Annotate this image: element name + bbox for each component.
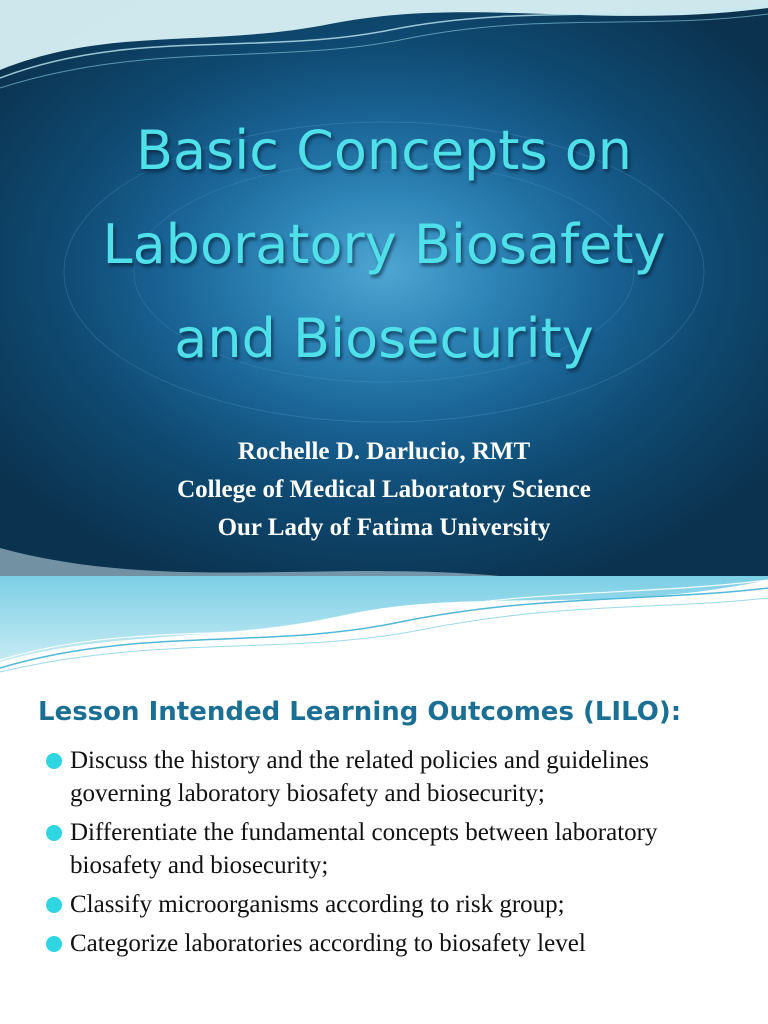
round-bullet-icon	[46, 897, 62, 913]
list-item-text: Differentiate the fundamental concepts between laboratory biosafety and biosecurity;	[70, 819, 658, 879]
title-line-1: Basic Concepts on	[135, 119, 633, 182]
list-item	[46, 816, 746, 882]
list-item-text: Discuss the history and the related policies and guidelines governing laboratory biosafety and biosecurity;	[70, 747, 650, 807]
author-block	[0, 433, 768, 547]
author-name: Rochelle D. Darlucio, RMT	[237, 438, 531, 465]
list-item	[46, 888, 746, 921]
list-item-text: Classify microorganisms according to risk group;	[70, 891, 565, 918]
outcomes-slide	[0, 576, 768, 1024]
round-bullet-icon	[46, 825, 62, 841]
college-name: College of Medical Laboratory Science	[177, 476, 591, 503]
title-line-3: and Biosecurity	[174, 307, 594, 370]
section-heading: Lesson Intended Learning Outcomes (LILO):	[38, 697, 682, 727]
list-item	[46, 744, 746, 810]
list-item-text: Categorize laboratories according to biosafety level	[70, 930, 586, 957]
wave-header-decoration	[0, 576, 768, 676]
slide-title	[0, 104, 768, 386]
round-bullet-icon	[46, 753, 62, 769]
outcomes-list	[46, 744, 746, 966]
university-name: Our Lady of Fatima University	[217, 514, 551, 541]
list-item	[46, 927, 746, 960]
title-line-2: Laboratory Biosafety	[102, 213, 666, 276]
round-bullet-icon	[46, 936, 62, 952]
